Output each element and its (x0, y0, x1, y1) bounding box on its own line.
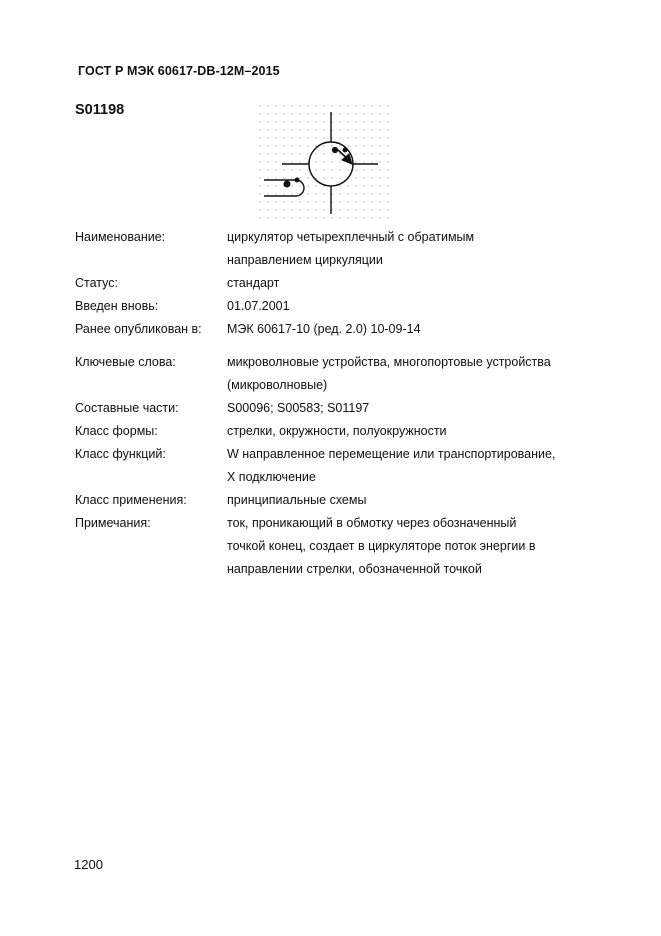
grid-dot (283, 145, 284, 146)
grid-dot (299, 137, 300, 138)
field-row-components (75, 397, 635, 420)
grid-dot (299, 201, 300, 202)
field-label: Введен вновь: (75, 299, 159, 313)
grid-dot (363, 177, 364, 178)
grid-dot (275, 121, 276, 122)
grid-dot (291, 129, 292, 130)
field-label: Ключевые слова: (75, 355, 176, 369)
grid-dot (379, 145, 380, 146)
grid-dot (387, 129, 388, 130)
grid-dot (339, 129, 340, 130)
grid-dot (387, 161, 388, 162)
grid-dot (355, 145, 356, 146)
grid-dot (347, 193, 348, 194)
grid-dot (363, 217, 364, 218)
field-value (227, 351, 635, 397)
grid-dot (315, 217, 316, 218)
grid-dot (371, 169, 372, 170)
grid-dot (259, 105, 260, 106)
field-value-line: 01.07.2001 (227, 299, 290, 313)
grid-dot (339, 185, 340, 186)
grid-dot (331, 145, 332, 146)
grid-dot (267, 209, 268, 210)
grid-dot (291, 217, 292, 218)
grid-dot (363, 185, 364, 186)
field-label: Класс формы: (75, 424, 158, 438)
field-value (227, 397, 635, 420)
grid-dot (267, 193, 268, 194)
grid-dot (379, 217, 380, 218)
field-row-keywords (75, 351, 635, 397)
grid-dot (307, 169, 308, 170)
grid-dot (315, 105, 316, 106)
grid-dot (315, 121, 316, 122)
grid-dot (291, 113, 292, 114)
grid-dot (283, 217, 284, 218)
grid-dot (323, 113, 324, 114)
grid-dot (259, 177, 260, 178)
grid-dot (275, 105, 276, 106)
grid-dot (299, 217, 300, 218)
grid-dot (331, 177, 332, 178)
field-value-line: W направленное перемещение или транспортирование, (227, 447, 556, 461)
grid-dot (347, 201, 348, 202)
field-value (227, 489, 635, 512)
grid-dot (347, 105, 348, 106)
grid-dot (267, 137, 268, 138)
grid-dot (387, 121, 388, 122)
grid-dot (267, 185, 268, 186)
grid-dot (371, 185, 372, 186)
grid-dot (387, 169, 388, 170)
field-value (227, 443, 635, 489)
grid-dot (387, 153, 388, 154)
grid-dot (307, 137, 308, 138)
grid-dot (307, 185, 308, 186)
grid-dot (259, 129, 260, 130)
grid-dot (355, 209, 356, 210)
field-label: Класс функций: (75, 447, 166, 461)
grid-dot (299, 185, 300, 186)
grid-dot (291, 209, 292, 210)
grid-dot (339, 177, 340, 178)
grid-dot (267, 177, 268, 178)
grid-dot (283, 161, 284, 162)
grid-dot (275, 185, 276, 186)
field-row-name (75, 226, 635, 272)
grid-dot (275, 201, 276, 202)
grid-dot (283, 137, 284, 138)
grid-dot (331, 169, 332, 170)
grid-dot (299, 105, 300, 106)
grid-dot (371, 137, 372, 138)
grid-dot (371, 177, 372, 178)
grid-dot (291, 153, 292, 154)
grid-dot (323, 129, 324, 130)
grid-dot (339, 153, 340, 154)
grid-dot (387, 217, 388, 218)
grid-dot (307, 209, 308, 210)
grid-dot (347, 209, 348, 210)
grid-dot (267, 169, 268, 170)
grid-dot (387, 177, 388, 178)
grid-dot (339, 209, 340, 210)
grid-dot (331, 217, 332, 218)
grid-dot (291, 137, 292, 138)
grid-dot (275, 169, 276, 170)
grid-dot (339, 193, 340, 194)
grid-dot (363, 209, 364, 210)
grid-dot (355, 193, 356, 194)
grid-dot (363, 169, 364, 170)
grid-dot (379, 201, 380, 202)
grid-dot (379, 169, 380, 170)
field-value-line: S00096; S00583; S01197 (227, 401, 370, 415)
grid-dot (267, 105, 268, 106)
grid-dot (355, 121, 356, 122)
grid-dot (387, 145, 388, 146)
grid-dot (299, 129, 300, 130)
grid-dot (283, 129, 284, 130)
grid-dot (323, 137, 324, 138)
document-header: ГОСТ Р МЭК 60617-DB-12M–2015 (78, 64, 280, 78)
grid-dot (355, 137, 356, 138)
grid-dot (267, 201, 268, 202)
grid-dot (291, 169, 292, 170)
grid-dot (299, 209, 300, 210)
grid-dot (339, 121, 340, 122)
field-value (227, 295, 635, 318)
grid-dot (307, 153, 308, 154)
page-number: 1200 (74, 857, 103, 872)
grid-dot (283, 113, 284, 114)
grid-dot (315, 129, 316, 130)
grid-dot (275, 217, 276, 218)
field-value-line: микроволновые устройства, многопортовые устройства (227, 355, 551, 369)
grid-dot (363, 145, 364, 146)
grid-dot (355, 105, 356, 106)
grid-dot (259, 201, 260, 202)
grid-dot (259, 217, 260, 218)
grid-dot (339, 169, 340, 170)
grid-dot (371, 121, 372, 122)
field-label: Статус: (75, 276, 118, 290)
grid-dot (323, 177, 324, 178)
field-value-line: (микроволновые) (227, 378, 328, 392)
grid-dot (379, 121, 380, 122)
grid-dot (315, 177, 316, 178)
field-value-line: принципиальные схемы (227, 493, 367, 507)
grid-dot (323, 201, 324, 202)
grid-dot (371, 209, 372, 210)
grid-dot (371, 129, 372, 130)
grid-dot (355, 201, 356, 202)
grid-dot (379, 161, 380, 162)
grid-dot (307, 145, 308, 146)
grid-dot (371, 217, 372, 218)
grid-dot (307, 113, 308, 114)
grid-dot (259, 121, 260, 122)
field-row-notes (75, 512, 635, 581)
grid-dot (363, 161, 364, 162)
grid-dot (387, 105, 388, 106)
field-row-application-class (75, 489, 635, 512)
grid-dot (355, 129, 356, 130)
grid-dot (323, 161, 324, 162)
grid-dot (299, 161, 300, 162)
grid-dot (387, 113, 388, 114)
grid-dot (315, 193, 316, 194)
field-value-line: направлении стрелки, обозначенной точкой (227, 562, 482, 576)
grid-dot (331, 161, 332, 162)
grid-dot (339, 145, 340, 146)
field-value-line: стандарт (227, 276, 280, 290)
grid-dot (275, 161, 276, 162)
grid-dot (323, 105, 324, 106)
grid-dot (347, 129, 348, 130)
grid-dot (347, 217, 348, 218)
grid-dot (275, 129, 276, 130)
symbol-code: S01198 (75, 102, 125, 118)
grid-dot (259, 169, 260, 170)
symbol-attributes (75, 226, 635, 581)
field-label: Класс применения: (75, 493, 187, 507)
grid-dot (283, 153, 284, 154)
grid-dot (283, 169, 284, 170)
field-row-status (75, 272, 635, 295)
grid-dot (371, 153, 372, 154)
grid-dot (307, 129, 308, 130)
field-value (227, 226, 635, 272)
grid-dot (275, 113, 276, 114)
grid-dot (323, 153, 324, 154)
grid-dot (259, 161, 260, 162)
grid-dot (363, 153, 364, 154)
field-value (227, 420, 635, 443)
grid-dot (267, 161, 268, 162)
grid-dot (347, 121, 348, 122)
field-label: Наименование: (75, 230, 166, 244)
grid-dot (315, 113, 316, 114)
grid-dot (275, 137, 276, 138)
grid-dot (379, 113, 380, 114)
grid-dot (307, 217, 308, 218)
field-value-line: направлением циркуляции (227, 253, 383, 267)
field-value (227, 512, 635, 581)
four-port-circulator-reversible-icon (256, 102, 392, 224)
grid-dot (323, 209, 324, 210)
grid-dot (363, 201, 364, 202)
grid-dot (275, 177, 276, 178)
grid-dot (267, 145, 268, 146)
grid-dot (363, 137, 364, 138)
grid-dot (379, 105, 380, 106)
grid-dot (259, 153, 260, 154)
grid-dot (371, 145, 372, 146)
grid-dot (299, 121, 300, 122)
grid-dot (387, 209, 388, 210)
grid-dot (331, 105, 332, 106)
grid-dot (283, 105, 284, 106)
grid-dot (315, 169, 316, 170)
grid-dot (323, 145, 324, 146)
grid-dot (363, 113, 364, 114)
grid-dot (355, 177, 356, 178)
grid-dot (259, 193, 260, 194)
grid-dot (299, 177, 300, 178)
field-value (227, 272, 635, 295)
field-value (227, 318, 635, 341)
grid-dot (363, 193, 364, 194)
grid-dot (339, 105, 340, 106)
grid-dot (347, 137, 348, 138)
grid-dot (267, 113, 268, 114)
field-row-published (75, 318, 635, 341)
grid-dot (323, 193, 324, 194)
grid-dot (267, 217, 268, 218)
grid-dot (379, 153, 380, 154)
grid-dot (363, 129, 364, 130)
grid-dot (307, 177, 308, 178)
grid-dot (355, 113, 356, 114)
grid-dot (299, 169, 300, 170)
grid-dot (379, 129, 380, 130)
field-value-line: X подключение (227, 470, 316, 484)
field-label: Составные части: (75, 401, 179, 415)
grid-dot (315, 185, 316, 186)
grid-dot (315, 201, 316, 202)
grid-dot (291, 121, 292, 122)
grid-dot (339, 161, 340, 162)
grid-dot (379, 137, 380, 138)
grid-dot (291, 105, 292, 106)
grid-dot (259, 185, 260, 186)
grid-dot (387, 193, 388, 194)
grid-dot (299, 113, 300, 114)
grid-dot (355, 169, 356, 170)
field-value-line: МЭК 60617-10 (ред. 2.0) 10-09-14 (227, 322, 421, 336)
grid-dot (259, 137, 260, 138)
grid-dot (379, 185, 380, 186)
field-value-line: стрелки, окружности, полуокружности (227, 424, 447, 438)
grid-dot (355, 217, 356, 218)
grid-dot (315, 209, 316, 210)
grid-dot (283, 209, 284, 210)
grid-dot (371, 201, 372, 202)
grid-dot (315, 161, 316, 162)
grid-dot (387, 185, 388, 186)
grid-dot (299, 153, 300, 154)
grid-dot (379, 177, 380, 178)
grid-dot (307, 105, 308, 106)
grid-dot (291, 193, 292, 194)
grid-dot (387, 201, 388, 202)
grid-dot (259, 113, 260, 114)
field-value-line: циркулятор четырехплечный с обратимым (227, 230, 475, 244)
field-value-line: точкой конец, создает в циркуляторе поток энергии в (227, 539, 536, 553)
grid-dot (323, 121, 324, 122)
grid-dot (259, 209, 260, 210)
grid-dot (291, 201, 292, 202)
field-row-introduced (75, 295, 635, 318)
grid-dot (275, 153, 276, 154)
grid-dot (371, 193, 372, 194)
grid-dot (275, 209, 276, 210)
grid-dot (291, 177, 292, 178)
grid-dot (355, 153, 356, 154)
grid-dot (283, 201, 284, 202)
grid-dot (379, 209, 380, 210)
grid-dot (315, 137, 316, 138)
grid-dot (267, 129, 268, 130)
grid-dot (371, 113, 372, 114)
grid-dot (283, 193, 284, 194)
grid-dot (355, 161, 356, 162)
grid-dot (347, 145, 348, 146)
grid-dot (291, 161, 292, 162)
grid-dot (323, 169, 324, 170)
grid-dot (315, 153, 316, 154)
grid-dot (323, 217, 324, 218)
grid-dot (371, 105, 372, 106)
grid-dot (267, 153, 268, 154)
grid-dot (363, 121, 364, 122)
grid-dot (339, 201, 340, 202)
field-row-function-class (75, 443, 635, 489)
grid-dot (331, 153, 332, 154)
grid-dot (275, 145, 276, 146)
grid-dot (347, 113, 348, 114)
grid-dot (379, 193, 380, 194)
grid-dot (371, 161, 372, 162)
grid-dot (283, 177, 284, 178)
field-label: Примечания: (75, 516, 151, 530)
grid-dot (291, 185, 292, 186)
grid-dot (307, 193, 308, 194)
grid-dot (307, 201, 308, 202)
grid-dot (283, 121, 284, 122)
field-value-line: ток, проникающий в обмотку через обозначенный (227, 516, 517, 530)
grid-dot (299, 145, 300, 146)
grid-dot (307, 121, 308, 122)
grid-dot (259, 145, 260, 146)
grid-dot (363, 105, 364, 106)
grid-dot (275, 193, 276, 194)
field-row-shape-class (75, 420, 635, 443)
grid-dot (387, 137, 388, 138)
grid-dot (347, 185, 348, 186)
grid-dot (339, 113, 340, 114)
grid-dot (267, 121, 268, 122)
grid-dot (339, 137, 340, 138)
grid-dot (347, 169, 348, 170)
grid-dot (339, 217, 340, 218)
field-label: Ранее опубликован в: (75, 322, 202, 336)
grid-dot (291, 145, 292, 146)
grid-dot (315, 145, 316, 146)
grid-dot (355, 185, 356, 186)
